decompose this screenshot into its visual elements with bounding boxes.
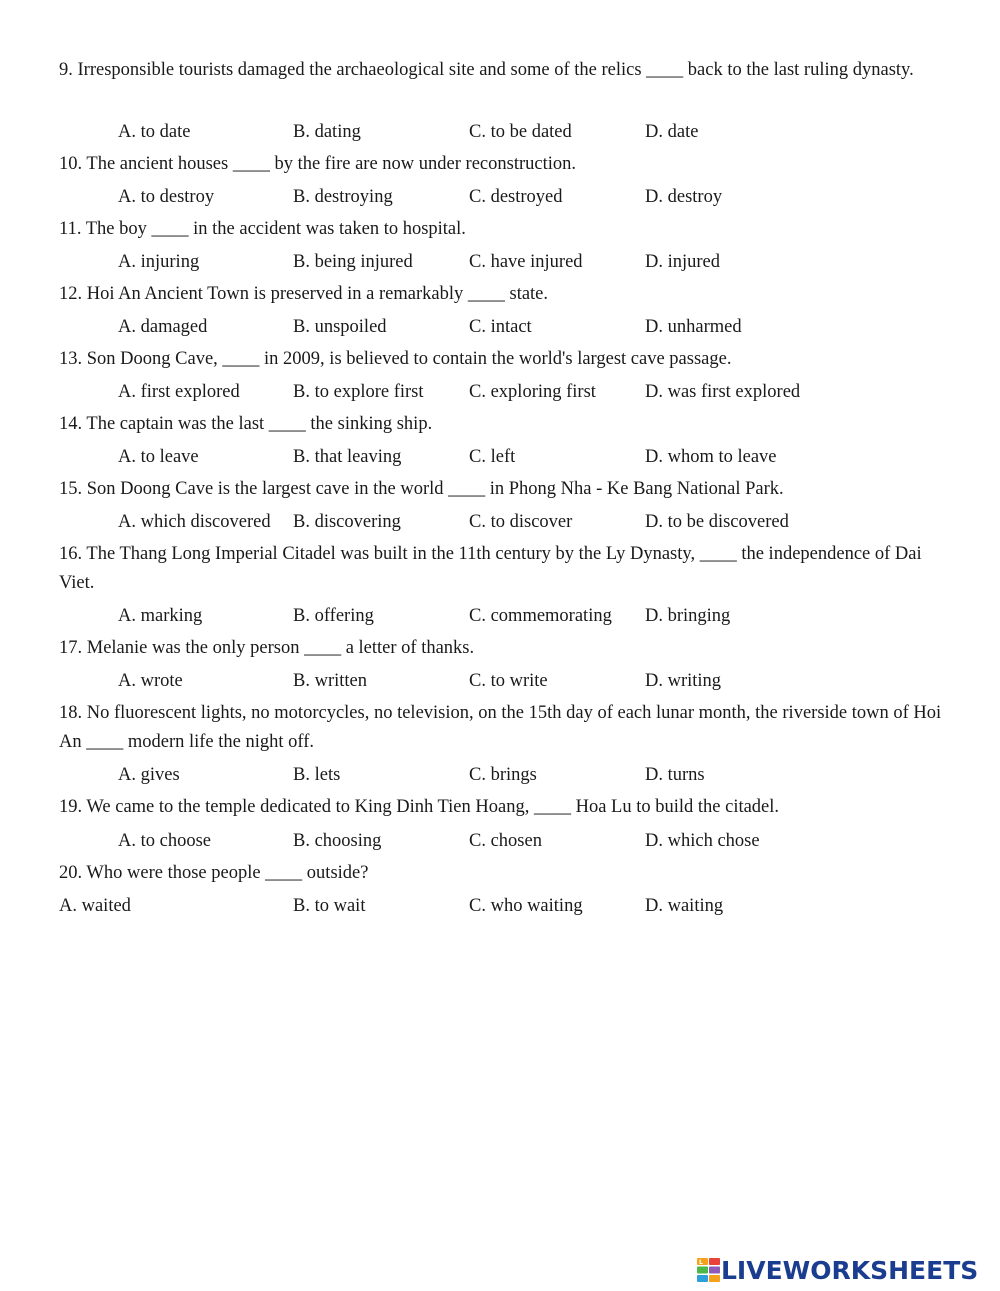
question-11-option-d[interactable]: D. injured	[645, 252, 721, 272]
question-19-options	[0, 828, 1000, 854]
question-15-option-d[interactable]: D. to be discovered	[645, 512, 789, 532]
question-20-option-a[interactable]: A. waited	[59, 896, 131, 916]
question-20-option-b[interactable]: B. to wait	[293, 896, 366, 916]
liveworksheets-brand	[697, 1256, 997, 1286]
question-11-option-c[interactable]: C. have injured	[469, 252, 583, 272]
question-14-option-c[interactable]: C. left	[469, 447, 516, 467]
question-18-option-c[interactable]: C. brings	[469, 765, 537, 785]
question-15-options	[0, 509, 1000, 535]
liveworksheets-wordmark: LIVEWORKSHEETS	[721, 1256, 979, 1285]
question-12-option-d[interactable]: D. unharmed	[645, 317, 742, 337]
question-20-option-c[interactable]: C. who waiting	[469, 896, 583, 916]
question-17-options	[0, 668, 1000, 694]
question-19-option-a[interactable]: A. to choose	[118, 831, 211, 851]
question-18-text: 18. No fluorescent lights, no motorcycles, no television, on the 15th day of each lunar month, the riverside town of Hoi An ____ modern life the night off.	[59, 703, 942, 752]
question-10-option-c[interactable]: C. destroyed	[469, 187, 563, 207]
question-10-text: 10. The ancient houses ____ by the fire are now under reconstruction.	[59, 154, 576, 174]
question-18-option-b[interactable]: B. lets	[293, 765, 341, 785]
question-17-option-a[interactable]: A. wrote	[118, 671, 183, 691]
question-11-text: 11. The boy ____ in the accident was taken to hospital.	[59, 219, 466, 239]
question-12-text: 12. Hoi An Ancient Town is preserved in a remarkably ____ state.	[59, 284, 549, 304]
question-19-option-d[interactable]: D. which chose	[645, 831, 760, 851]
question-12-option-c[interactable]: C. intact	[469, 317, 532, 337]
question-15-text: 15. Son Doong Cave is the largest cave in the world ____ in Phong Nha - Ke Bang National Park.	[59, 479, 784, 499]
question-17-option-b[interactable]: B. written	[293, 671, 367, 691]
question-15-option-c[interactable]: C. to discover	[469, 512, 573, 532]
question-20-option-d[interactable]: D. waiting	[645, 896, 724, 916]
question-18-option-d[interactable]: D. turns	[645, 765, 705, 785]
question-13-option-b[interactable]: B. to explore first	[293, 382, 424, 402]
question-20-text: 20. Who were those people ____ outside?	[59, 863, 369, 883]
question-11-option-a[interactable]: A. injuring	[118, 252, 200, 272]
question-18-options	[0, 762, 1000, 788]
question-18-option-a[interactable]: A. gives	[118, 765, 180, 785]
question-14-option-b[interactable]: B. that leaving	[293, 447, 402, 467]
liveworksheets-logo-icon	[697, 1258, 721, 1282]
question-13-option-a[interactable]: A. first explored	[118, 382, 240, 402]
question-13-text: 13. Son Doong Cave, ____ in 2009, is believed to contain the world's largest cave passage.	[59, 349, 732, 369]
question-9-option-c[interactable]: C. to be dated	[469, 122, 572, 142]
question-19-text: 19. We came to the temple dedicated to King Dinh Tien Hoang, ____ Hoa Lu to build the citadel.	[59, 797, 780, 817]
question-11-option-b[interactable]: B. being injured	[293, 252, 413, 272]
question-14-option-d[interactable]: D. whom to leave	[645, 447, 777, 467]
question-16-option-d[interactable]: D. bringing	[645, 606, 731, 626]
question-10-option-d[interactable]: D. destroy	[645, 187, 723, 207]
question-10-option-a[interactable]: A. to destroy	[118, 187, 215, 207]
question-14-text: 14. The captain was the last ____ the sinking ship.	[59, 414, 433, 434]
question-19-option-b[interactable]: B. choosing	[293, 831, 382, 851]
question-16-text: 16. The Thang Long Imperial Citadel was built in the 11th century by the Ly Dynasty, ____ the independence of Dai Viet.	[59, 544, 922, 593]
question-10-option-b[interactable]: B. destroying	[293, 187, 393, 207]
question-13-option-c[interactable]: C. exploring first	[469, 382, 596, 402]
question-16-option-b[interactable]: B. offering	[293, 606, 374, 626]
question-19-option-c[interactable]: C. chosen	[469, 831, 542, 851]
question-12-options	[0, 314, 1000, 340]
question-12-option-b[interactable]: B. unspoiled	[293, 317, 387, 337]
logo-letter-l: L	[699, 1259, 703, 1266]
question-16-option-c[interactable]: C. commemorating	[469, 606, 612, 626]
question-9-option-d[interactable]: D. date	[645, 122, 699, 142]
question-11-options	[0, 249, 1000, 275]
question-9-option-b[interactable]: B. dating	[293, 122, 361, 142]
question-12-option-a[interactable]: A. damaged	[118, 317, 208, 337]
question-15-option-a[interactable]: A. which discovered	[118, 512, 271, 532]
question-9-text: 9. Irresponsible tourists damaged the archaeological site and some of the relics ____ back to the last ruling dynasty.	[59, 60, 914, 80]
question-17-option-d[interactable]: D. writing	[645, 671, 722, 691]
question-13-option-d[interactable]: D. was first explored	[645, 382, 801, 402]
question-20-options	[0, 893, 1000, 919]
question-9-options	[0, 119, 1000, 145]
question-10-options	[0, 184, 1000, 210]
question-16-option-a[interactable]: A. marking	[118, 606, 203, 626]
question-15-option-b[interactable]: B. discovering	[293, 512, 401, 532]
question-14-option-a[interactable]: A. to leave	[118, 447, 199, 467]
question-9-option-a[interactable]: A. to date	[118, 122, 191, 142]
question-17-option-c[interactable]: C. to write	[469, 671, 548, 691]
question-17-text: 17. Melanie was the only person ____ a letter of thanks.	[59, 638, 475, 658]
question-16-options	[0, 603, 1000, 629]
question-13-options	[0, 379, 1000, 405]
question-14-options	[0, 444, 1000, 470]
